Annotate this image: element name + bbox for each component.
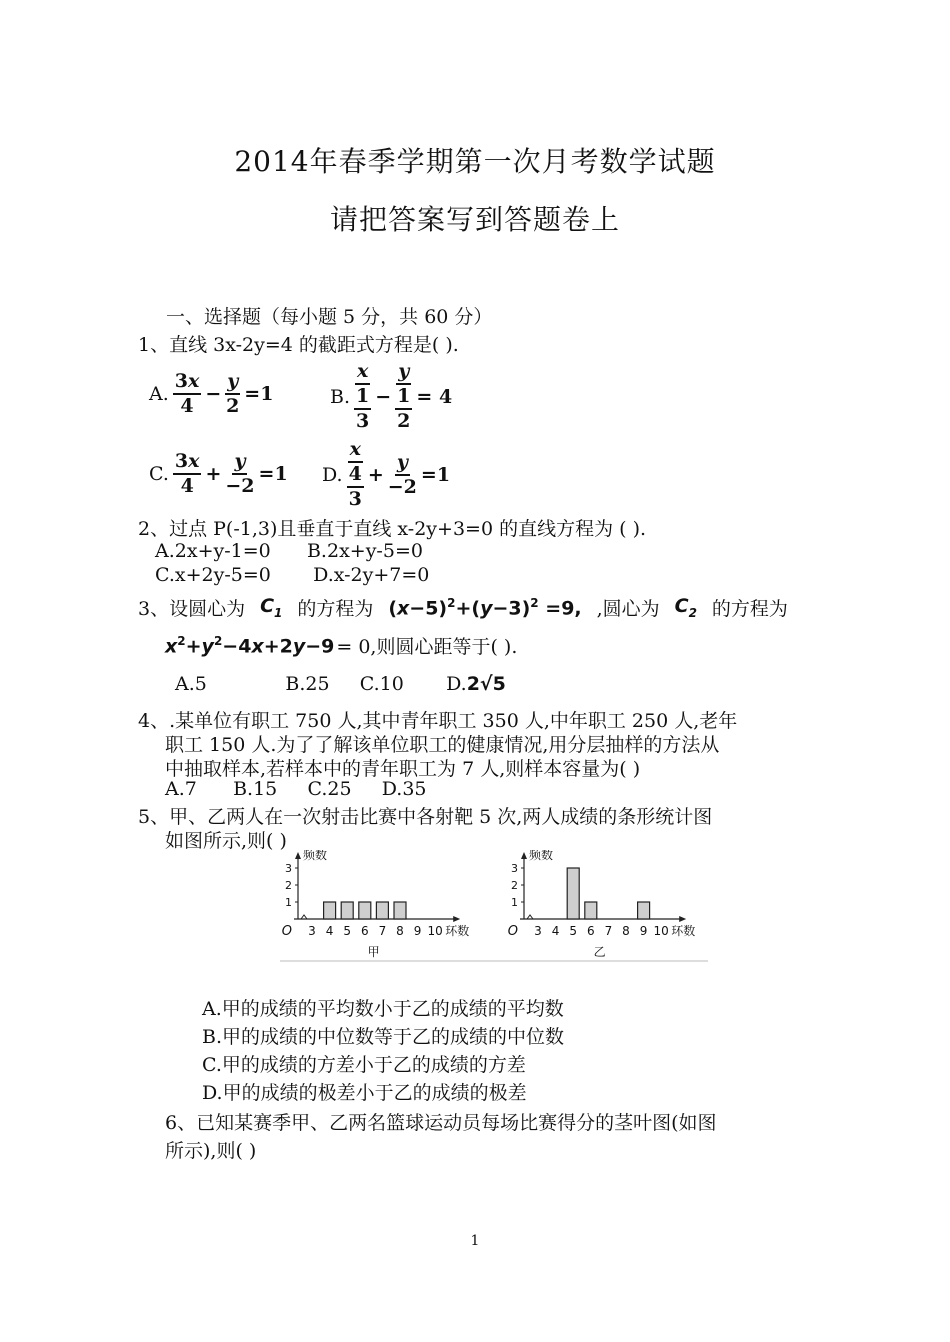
question-5-line1: 5、甲、乙两人在一次射击比赛中各射靶 5 次,两人成绩的条形统计图 bbox=[138, 806, 713, 828]
question-4-line1: 4、.某单位有职工 750 人,其中青年职工 350 人,中年职工 250 人,老年 bbox=[138, 710, 738, 732]
x-tick-label: 4 bbox=[551, 924, 560, 938]
x-tick-label: 5 bbox=[343, 924, 352, 938]
question-5-option-b: B.甲的成绩的中位数等于乙的成绩的中位数 bbox=[202, 1026, 565, 1048]
x-axis-arrow bbox=[679, 916, 686, 922]
origin-label: O bbox=[281, 924, 292, 939]
y-tick-label: 2 bbox=[511, 879, 518, 892]
x-axis-label: 环数 bbox=[445, 924, 470, 938]
bar bbox=[394, 902, 406, 919]
y-tick-label: 3 bbox=[285, 862, 292, 875]
bar bbox=[324, 902, 336, 919]
question-3-line2 bbox=[165, 632, 517, 659]
q3-text-1: 3、设圆心为 bbox=[138, 598, 246, 620]
origin-label: O bbox=[507, 924, 518, 939]
question-5-option-d: D.甲的成绩的极差小于乙的成绩的极差 bbox=[202, 1082, 527, 1104]
question-6-line2: 所示),则( ) bbox=[165, 1140, 257, 1162]
circle-c1-symbol: $C_1$ bbox=[260, 595, 283, 620]
y-tick-label: 2 bbox=[285, 879, 292, 892]
q1-option-d: D. $\frac{x}{\frac{4}{3}}$ + $\frac{y}{-2}$ =1 bbox=[322, 438, 451, 510]
x-tick-label: 3 bbox=[534, 924, 542, 938]
q3-option-d-value: 2√5 bbox=[466, 673, 506, 695]
question-1-stem: 1、直线 3x-2y=4 的截距式方程是( ). bbox=[138, 334, 459, 356]
q1-option-c: C. $\frac{3x}{4}$ + $\frac{y}{-2}$ =1 bbox=[149, 450, 288, 497]
question-6-line1: 6、已知某赛季甲、乙两名篮球运动员每场比赛得分的茎叶图(如图 bbox=[165, 1112, 717, 1134]
circle-c2-equation: $x^2+y^2-4x+2y-9$ bbox=[165, 633, 335, 658]
x-axis-label: 环数 bbox=[671, 924, 696, 938]
bar bbox=[359, 902, 371, 919]
q1-option-a-label: A. bbox=[149, 383, 169, 405]
page-subtitle: 请把答案写到答题卷上 bbox=[329, 203, 620, 236]
bar bbox=[376, 902, 388, 919]
bar bbox=[638, 902, 650, 919]
q3-options-text: A.5 B.25 C.10 D. bbox=[175, 673, 467, 695]
section-heading: 一、选择题（每小题 5 分，共 60 分） bbox=[166, 306, 493, 328]
x-tick-label: 10 bbox=[653, 924, 669, 938]
bar bbox=[341, 902, 353, 919]
x-tick-label: 8 bbox=[396, 924, 404, 938]
question-4-line2: 职工 150 人.为了了解该单位职工的健康情况,用分层抽样的方法从 bbox=[165, 734, 720, 756]
x-tick-label: 9 bbox=[639, 924, 648, 938]
bar-charts-svg bbox=[278, 850, 710, 962]
x-tick-label: 6 bbox=[586, 924, 595, 938]
fraction: $\frac{3x}{4}$ bbox=[174, 370, 200, 417]
y-tick-label: 1 bbox=[511, 896, 518, 909]
q3-text-5: = 0,则圆心距等于( ). bbox=[336, 636, 518, 658]
x-axis-arrow bbox=[453, 916, 460, 922]
chart-title: 甲 bbox=[367, 945, 380, 959]
question-2-options-line1: A.2x+y-1=0 B.2x+y-5=0 bbox=[155, 540, 423, 562]
x-tick-label: 10 bbox=[427, 924, 443, 938]
y-tick-label: 1 bbox=[285, 896, 292, 909]
bar bbox=[567, 868, 579, 919]
question-5-option-a: A.甲的成绩的平均数小于乙的成绩的平均数 bbox=[202, 998, 564, 1020]
question-3-options bbox=[175, 673, 506, 695]
fraction: $\frac{y}{2}$ bbox=[226, 370, 240, 417]
q3-text-4: 的方程为 bbox=[711, 598, 788, 620]
q1-option-b-label: B. bbox=[330, 385, 351, 408]
y-tick-label: 3 bbox=[511, 862, 518, 875]
question-5-option-c: C.甲的成绩的方差小于乙的成绩的方差 bbox=[202, 1054, 526, 1076]
q1-option-a: A. $\frac{3x}{4}$ − $\frac{y}{2}$ =1 bbox=[149, 370, 274, 417]
x-tick-label: 3 bbox=[308, 924, 316, 938]
fraction: $\frac{y}{-2}$ bbox=[387, 450, 417, 498]
y-axis-arrow bbox=[295, 852, 301, 859]
chart-title: 乙 bbox=[593, 945, 606, 959]
x-tick-label: 7 bbox=[604, 924, 613, 938]
circle-c2-symbol: $C_2$ bbox=[674, 595, 697, 620]
x-tick-label: 4 bbox=[325, 924, 334, 938]
question-3-line1 bbox=[138, 594, 788, 621]
circle-c1-equation: $(x-5)^2+(y-3)^2 =9$, bbox=[388, 595, 582, 620]
question-2-stem: 2、过点 P(-1,3)且垂直于直线 x-2y+3=0 的直线方程为 ( ). bbox=[138, 518, 647, 540]
y-axis-arrow bbox=[521, 852, 527, 859]
fraction: $\frac{x}{\frac{4}{3}}$ bbox=[348, 438, 362, 510]
bar bbox=[585, 902, 597, 919]
x-tick-label: 8 bbox=[622, 924, 630, 938]
x-tick-label: 5 bbox=[569, 924, 578, 938]
question-5-line2: 如图所示,则( ) bbox=[165, 830, 287, 852]
fraction: $\frac{y}{\frac{1}{2}}$ bbox=[397, 360, 411, 432]
question-4-options: A.7 B.15 C.25 D.35 bbox=[165, 778, 427, 800]
x-tick-label: 9 bbox=[413, 924, 422, 938]
page-number: 1 bbox=[470, 1233, 480, 1249]
page-title: 2014年春季学期第一次月考数学试题 bbox=[234, 145, 716, 178]
q1-option-c-label: C. bbox=[149, 463, 169, 485]
x-tick-label: 7 bbox=[378, 924, 387, 938]
fraction: $\frac{3x}{4}$ bbox=[174, 450, 200, 497]
y-axis-label: 频数 bbox=[529, 850, 554, 862]
x-tick-label: 6 bbox=[360, 924, 369, 938]
fraction: $\frac{x}{\frac{1}{3}}$ bbox=[356, 360, 370, 432]
question-2-options-line2: C.x+2y-5=0 D.x-2y+7=0 bbox=[155, 564, 430, 586]
q3-text-3: ,圆心为 bbox=[596, 598, 660, 620]
q3-text-2: 的方程为 bbox=[297, 598, 374, 620]
y-axis-label: 频数 bbox=[303, 850, 328, 862]
bar-charts-figure bbox=[278, 850, 710, 966]
q1-option-d-label: D. bbox=[322, 463, 343, 486]
q1-option-b: B. $\frac{x}{\frac{1}{3}}$ − $\frac{y}{\frac{1}{2}}$ = 4 bbox=[330, 360, 453, 432]
question-4-line3: 中抽取样本,若样本中的青年职工为 7 人,则样本容量为( ) bbox=[165, 758, 641, 780]
fraction: $\frac{y}{-2}$ bbox=[225, 450, 255, 497]
